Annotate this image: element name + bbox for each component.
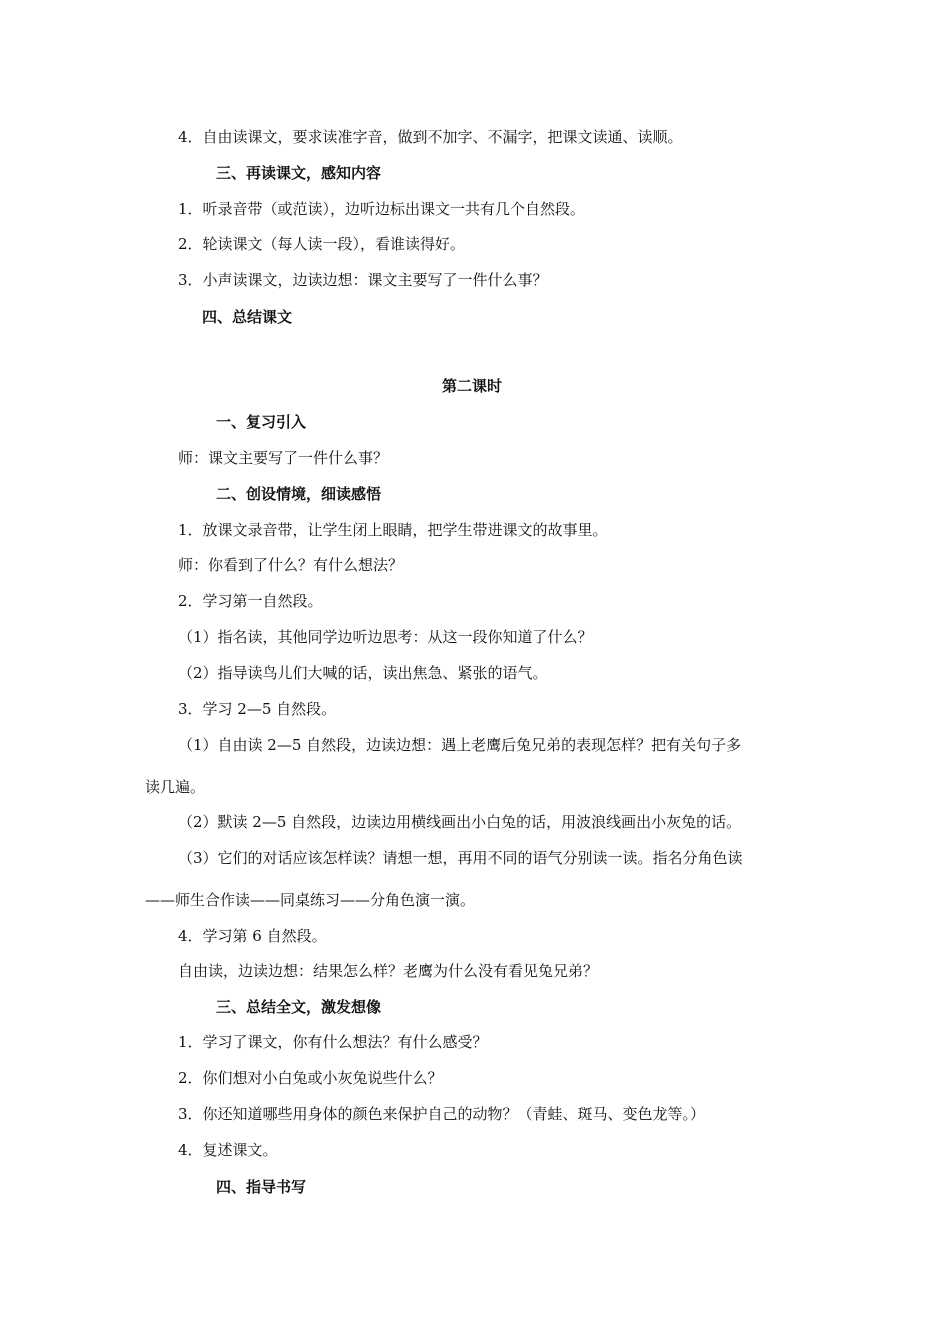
substep-3-1: （1）自由读 2—5 自然段，边读边想：遇上老鹰后兔兄弟的表现怎样？把有关句子多: [178, 736, 742, 754]
step-1: 1．放课文录音带，让学生闭上眼睛，把学生带进课文的故事里。: [178, 521, 608, 539]
section-heading-review: 一、复习引入: [216, 413, 307, 431]
paragraph-item-3: 3．小声读课文，边读边想：课文主要写了一件什么事？: [178, 271, 548, 289]
step-4: 4．学习第 6 自然段。: [178, 927, 327, 945]
teacher-question-2: 师：你看到了什么？有什么想法？: [178, 556, 404, 574]
summary-item-4: 4．复述课文。: [178, 1141, 278, 1159]
substep-3-1-continued: 读几遍。: [145, 778, 206, 796]
step-2: 2．学习第一自然段。: [178, 592, 323, 610]
section-heading-scenario: 二、创设情境，细读感悟: [216, 485, 382, 503]
section-heading-4: 四、总结课文: [202, 308, 293, 326]
substep-2-2: （2）指导读鸟儿们大喊的话，读出焦急、紧张的语气。: [178, 664, 548, 682]
summary-item-3: 3．你还知道哪些用身体的颜色来保护自己的动物？（青蛙、斑马、变色龙等。）: [178, 1105, 706, 1123]
summary-item-2: 2．你们想对小白兔或小灰兔说些什么？: [178, 1069, 443, 1087]
substep-3-2: （2）默读 2—5 自然段，边读边用横线画出小白兔的话，用波浪线画出小灰兔的话。: [178, 813, 742, 831]
section-heading-writing: 四、指导书写: [216, 1178, 307, 1196]
substep-2-1: （1）指名读，其他同学边听边思考：从这一段你知道了什么？: [178, 628, 593, 646]
substep-3-3: （3）它们的对话应该怎样读？请想一想，再用不同的语气分别读一读。指名分角色读: [178, 849, 743, 867]
teacher-question-1: 师：课文主要写了一件什么事？: [178, 449, 389, 467]
section-heading-3: 三、再读课文，感知内容: [216, 164, 382, 182]
lesson-title: 第二课时: [442, 377, 503, 395]
summary-item-1: 1．学习了课文，你有什么想法？有什么感受？: [178, 1033, 488, 1051]
paragraph-step-4: 4．自由读课文，要求读准字音，做到不加字、不漏字，把课文读通、读顺。: [178, 128, 683, 146]
paragraph-item-2: 2．轮读课文（每人读一段），看谁读得好。: [178, 235, 466, 253]
step-4-detail: 自由读，边读边想：结果怎么样？老鹰为什么没有看见兔兄弟？: [178, 962, 599, 980]
paragraph-item-1: 1．听录音带（或范读），边听边标出课文一共有几个自然段。: [178, 200, 586, 218]
step-3: 3．学习 2—5 自然段。: [178, 700, 337, 718]
section-heading-summary: 三、总结全文，激发想像: [216, 998, 382, 1016]
substep-3-3-continued: ——师生合作读——同桌练习——分角色演一演。: [145, 891, 476, 909]
